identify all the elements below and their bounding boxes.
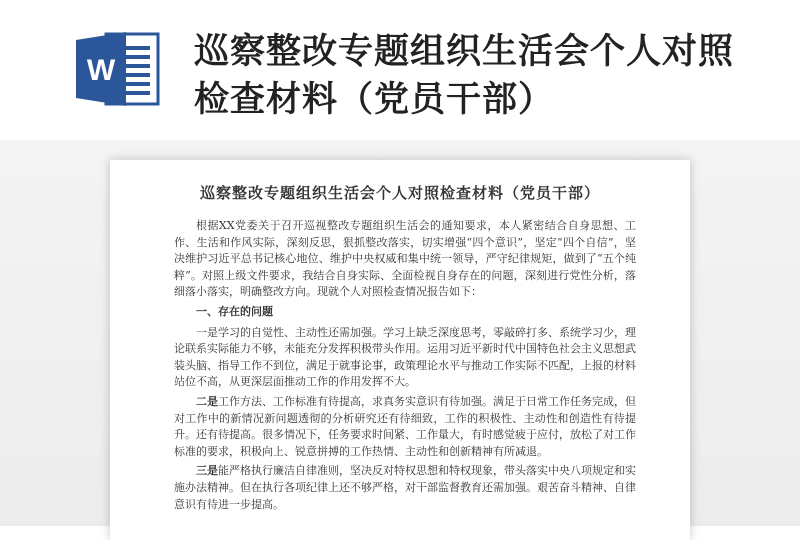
problem-paragraph-2 [174,394,636,460]
document-page [110,160,690,540]
paragraph-2-lead: 二是 [196,394,218,408]
page-title: 巡察整改专题组织生活会个人对照检查材料（党员干部） [194,32,735,120]
problem-paragraph-3 [174,463,636,513]
paragraph-3-text: 能严格执行廉洁自律准则，坚决反对特权思想和特权现象，带头落实中央八项规定和实施办法精神。但在执行各项纪律上还不够严格，对干部监督教育还需加强。艰苦奋斗精神、自律意识有待进一步提高。 [174,464,636,511]
section-heading: 一、存在的问题 [196,304,273,318]
problem-paragraph-1: 一是学习的自觉性、主动性还需加强。学习上缺乏深度思考，零敲碎打多、系统学习少，理论联系实际能力不够，未能充分发挥积极带头作用。运用习近平新时代中国特色社会主义思想武装头脑、指导工作不到位，满足于就事论事，政策理论水平与推动工作实际不匹配，上报的材料站位不高，从更深层面推动工作的作用发挥不大。 [174,325,636,389]
paragraph-3-lead: 三是 [196,464,218,478]
document-title: 巡察整改专题组织生活会个人对照检查材料（党员干部） [199,184,600,202]
intro-paragraph: 根据XX党委关于召开巡视整改专题组织生活会的通知要求，本人紧密结合自身思想、工作、生活和作风实际，深刻反思，狠抓整改落实，切实增强“四个意识”，坚定“四个自信”，坚决维护习近平总书记核心地位、维护中央权威和集中统一领导，严守纪律规矩，做到了“五个纯粹”。对照上级文件要求，我结合自身实际、全面检视自身存在的问题，深刻进行党性分析，落细落小落实，明确整改方向。现就个人对照检查情况报告如下： [174,219,636,299]
word-icon-letter: W [86,54,116,87]
document-body [174,218,636,516]
paragraph-2-text: 工作方法、工作标准有待提高，求真务实意识有待加强。满足于日常工作任务完成，但对工作中的新情况新问题透彻的分析研究还有待细致，工作的积极性、主动性和创造性有待提升。还有待提高。很多情况下，任务要求时间紧、工作量大，有时感觉疲于应付，放松了对工作标准的要求，积极向上、锐意拼搏的工作热情、主动性和创新精神有所减退。 [174,394,636,458]
word-document-icon [76,30,162,108]
